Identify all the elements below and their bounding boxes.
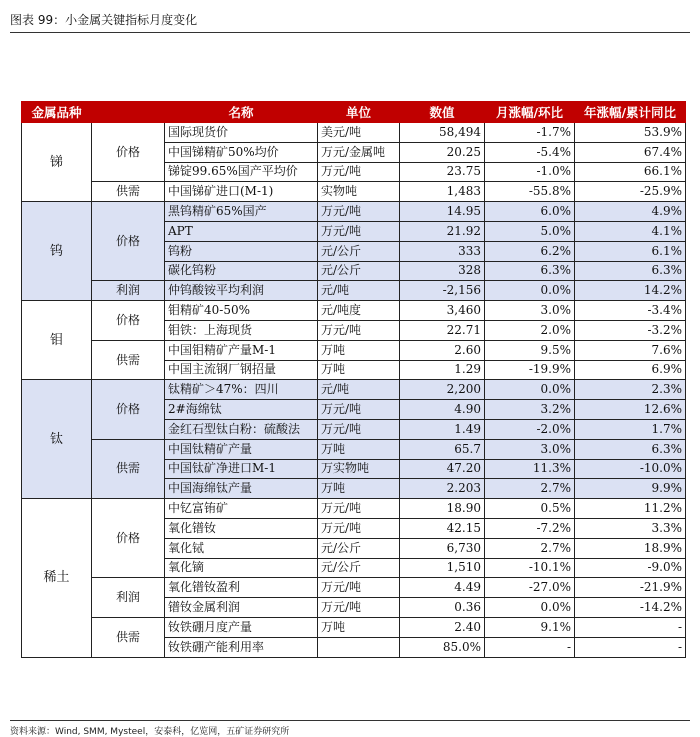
value-cell: 4.49 [400,578,485,598]
value-cell: 4.90 [400,400,485,420]
mom-cell: -10.1% [485,558,575,578]
table-row [22,578,686,598]
unit-cell: 万吨 [318,479,400,499]
yoy-cell: 12.6% [575,400,686,420]
mom-cell: -19.9% [485,360,575,380]
yoy-cell: - [575,617,686,637]
category-cell: 价格 [92,380,165,439]
category-cell: 价格 [92,123,165,182]
mom-cell: 2.0% [485,320,575,340]
yoy-cell: 67.4% [575,142,686,162]
yoy-cell: 4.1% [575,221,686,241]
metal-cell: 稀土 [22,499,92,657]
table-row [22,202,686,222]
value-cell: 6,730 [400,538,485,558]
metal-cell: 锑 [22,123,92,202]
unit-cell: 万吨 [318,439,400,459]
value-cell: 2.40 [400,617,485,637]
name-cell: 氧化铽 [165,538,318,558]
unit-cell: 美元/吨 [318,123,400,143]
table-row [22,301,686,321]
mom-cell: -27.0% [485,578,575,598]
header-category [92,102,165,123]
value-cell: 1.29 [400,360,485,380]
name-cell: 2#海绵钛 [165,400,318,420]
yoy-cell: 1.7% [575,419,686,439]
name-cell: 中国钛矿净进口M-1 [165,459,318,479]
yoy-cell: 14.2% [575,281,686,301]
metal-cell: 钛 [22,380,92,499]
mom-cell: - [485,637,575,657]
unit-cell: 元/吨 [318,281,400,301]
mom-cell: -5.4% [485,142,575,162]
value-cell: 42.15 [400,518,485,538]
category-cell: 供需 [92,439,165,498]
value-cell: 2.60 [400,340,485,360]
value-cell: -2,156 [400,281,485,301]
yoy-cell: -25.9% [575,182,686,202]
yoy-cell: -3.2% [575,320,686,340]
unit-cell: 元/公斤 [318,241,400,261]
yoy-cell: 11.2% [575,499,686,519]
category-cell: 利润 [92,281,165,301]
unit-cell: 元/公斤 [318,538,400,558]
category-cell: 价格 [92,202,165,281]
value-cell: 22.71 [400,320,485,340]
yoy-cell: 66.1% [575,162,686,182]
value-cell: 65.7 [400,439,485,459]
value-cell: 21.92 [400,221,485,241]
mom-cell: 6.0% [485,202,575,222]
category-cell: 供需 [92,182,165,202]
name-cell: 中国钛精矿产量 [165,439,318,459]
metrics-table-body [22,123,686,658]
header-unit: 单位 [318,102,400,123]
yoy-cell: 6.3% [575,439,686,459]
unit-cell: 实物吨 [318,182,400,202]
value-cell: 1,510 [400,558,485,578]
yoy-cell: 2.3% [575,380,686,400]
yoy-cell: 6.9% [575,360,686,380]
name-cell: 中钇富铕矿 [165,499,318,519]
name-cell: 金红石型钛白粉：硫酸法 [165,419,318,439]
value-cell: 1,483 [400,182,485,202]
table-row [22,617,686,637]
name-cell: 黑钨精矿65%国产 [165,202,318,222]
yoy-cell: 4.9% [575,202,686,222]
value-cell: 3,460 [400,301,485,321]
unit-cell: 万元/吨 [318,598,400,618]
unit-cell: 元/公斤 [318,261,400,281]
name-cell: 氧化镝 [165,558,318,578]
unit-cell: 元/吨 [318,380,400,400]
mom-cell: 3.0% [485,301,575,321]
source-note: 资料来源：Wind, SMM, Mysteel，安泰科，亿览网，五矿证券研究所 [10,727,290,737]
header-value: 数值 [400,102,485,123]
category-cell: 供需 [92,340,165,380]
yoy-cell: -9.0% [575,558,686,578]
yoy-cell: - [575,637,686,657]
yoy-cell: 18.9% [575,538,686,558]
table-row [22,380,686,400]
table-header-row [22,102,686,123]
metal-cell: 钨 [22,202,92,301]
name-cell: 钕铁硼月度产量 [165,617,318,637]
unit-cell: 万吨 [318,360,400,380]
yoy-cell: -10.0% [575,459,686,479]
unit-cell: 元/吨度 [318,301,400,321]
yoy-cell: 6.3% [575,261,686,281]
value-cell: 18.90 [400,499,485,519]
name-cell: 钼精矿40-50% [165,301,318,321]
mom-cell: -55.8% [485,182,575,202]
name-cell: 钼铁：上海现货 [165,320,318,340]
mom-cell: 5.0% [485,221,575,241]
name-cell: 镨钕金属利润 [165,598,318,618]
table-row [22,439,686,459]
mom-cell: -2.0% [485,419,575,439]
header-name: 名称 [165,102,318,123]
value-cell: 2.203 [400,479,485,499]
mom-cell: -7.2% [485,518,575,538]
unit-cell: 万元/吨 [318,578,400,598]
name-cell: 氧化镨钕 [165,518,318,538]
header-yoy: 年涨幅/累计同比 [575,102,686,123]
yoy-cell: -21.9% [575,578,686,598]
unit-cell: 万元/吨 [318,162,400,182]
name-cell: 中国钼精矿产量M-1 [165,340,318,360]
value-cell: 2,200 [400,380,485,400]
value-cell: 0.36 [400,598,485,618]
mom-cell: 6.2% [485,241,575,261]
name-cell: 钕铁硼产能利用率 [165,637,318,657]
name-cell: 中国主流钢厂钢招量 [165,360,318,380]
unit-cell: 元/公斤 [318,558,400,578]
table-row [22,499,686,519]
value-cell: 47.20 [400,459,485,479]
value-cell: 14.95 [400,202,485,222]
unit-cell: 万实物吨 [318,459,400,479]
name-cell: 钛精矿＞47%：四川 [165,380,318,400]
title-divider [10,32,690,33]
unit-cell: 万元/吨 [318,419,400,439]
yoy-cell: 6.1% [575,241,686,261]
mom-cell: -1.7% [485,123,575,143]
mom-cell: 6.3% [485,261,575,281]
yoy-cell: -3.4% [575,301,686,321]
mom-cell: 9.1% [485,617,575,637]
name-cell: 中国锑矿进口(M-1) [165,182,318,202]
unit-cell: 万元/吨 [318,320,400,340]
name-cell: 碳化钨粉 [165,261,318,281]
yoy-cell: -14.2% [575,598,686,618]
category-cell: 利润 [92,578,165,618]
name-cell: 氧化镨钕盈利 [165,578,318,598]
unit-cell: 万元/吨 [318,202,400,222]
unit-cell: 万吨 [318,617,400,637]
source-divider [10,720,690,721]
name-cell: 国际现货价 [165,123,318,143]
unit-cell: 万元/吨 [318,518,400,538]
mom-cell: 0.0% [485,380,575,400]
unit-cell: 万吨 [318,340,400,360]
yoy-cell: 53.9% [575,123,686,143]
value-cell: 20.25 [400,142,485,162]
mom-cell: 11.3% [485,459,575,479]
mom-cell: 3.2% [485,400,575,420]
value-cell: 328 [400,261,485,281]
table-row [22,182,686,202]
mom-cell: 0.5% [485,499,575,519]
yoy-cell: 3.3% [575,518,686,538]
mom-cell: 0.0% [485,281,575,301]
unit-cell: 万元/吨 [318,499,400,519]
name-cell: 中国海绵钛产量 [165,479,318,499]
metrics-table [21,101,686,658]
header-mom: 月涨幅/环比 [485,102,575,123]
mom-cell: -1.0% [485,162,575,182]
table-row [22,281,686,301]
table-row [22,123,686,143]
mom-cell: 2.7% [485,538,575,558]
value-cell: 58,494 [400,123,485,143]
mom-cell: 3.0% [485,439,575,459]
category-cell: 供需 [92,617,165,657]
metal-cell: 钼 [22,301,92,380]
value-cell: 1.49 [400,419,485,439]
category-cell: 价格 [92,301,165,341]
unit-cell: 万元/吨 [318,400,400,420]
unit-cell: 万元/吨 [318,221,400,241]
category-cell: 价格 [92,499,165,578]
unit-cell: 万元/金属吨 [318,142,400,162]
mom-cell: 9.5% [485,340,575,360]
yoy-cell: 7.6% [575,340,686,360]
table-row [22,340,686,360]
value-cell: 23.75 [400,162,485,182]
mom-cell: 2.7% [485,479,575,499]
name-cell: 锑锭99.65%国产平均价 [165,162,318,182]
name-cell: 中国锑精矿50%均价 [165,142,318,162]
value-cell: 333 [400,241,485,261]
header-metal: 金属品种 [22,102,92,123]
name-cell: 钨粉 [165,241,318,261]
name-cell: APT [165,221,318,241]
figure-title: 图表 99：小金属关键指标月度变化 [10,13,198,27]
name-cell: 仲钨酸铵平均利润 [165,281,318,301]
yoy-cell: 9.9% [575,479,686,499]
value-cell: 85.0% [400,637,485,657]
mom-cell: 0.0% [485,598,575,618]
unit-cell [318,637,400,657]
